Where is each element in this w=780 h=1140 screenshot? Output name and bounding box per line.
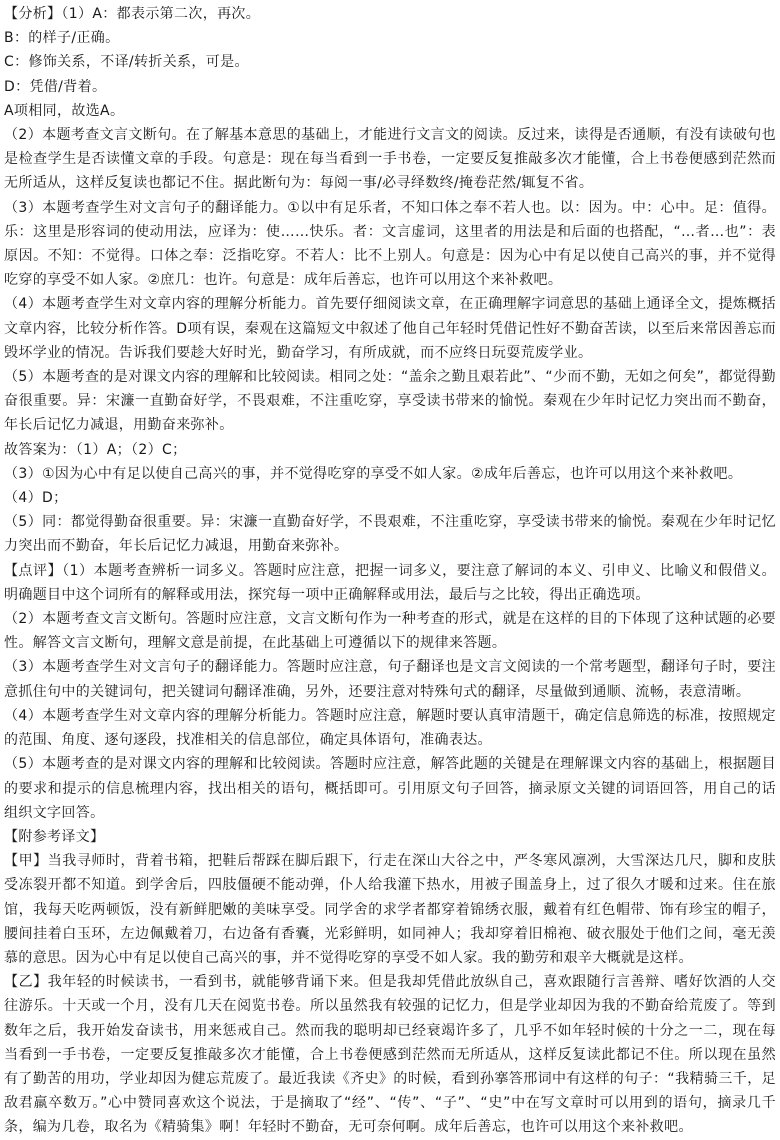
answer-summary: 故答案为：（1）A；（2）C； [4,441,187,458]
translation-jia: 【甲】当我寻师时，背着书箱，把鞋后帮踩在脚后跟下，行走在深山大谷之中，严冬寒风凛冽，大雪深达几尺，脚和皮肤受冻裂开都不知道。到学舍后，四肢僵硬不能动弹，仆人给我灌下热水，用被子围盖身上，过了很久才暖和过来。住在旅馆，我每天吃两顿饭，没有新鲜肥嫩的美味享受。同学舍的求学者都穿着锦绣衣服，戴着有红色帽带、饰有珍宝的帽子，腰间挂着白玉环，左边佩戴着刀，右边备有香囊，光彩鲜明，如同神人；我却穿着旧棉袍、破衣服处于他们之间，毫无羡慕的意思。因为心中有足以使自己高兴的事，并不觉得吃穿的享受不如人家。我的勤劳和艰辛大概就是这样。 [4,853,776,966]
analysis-option-c: C：修饰关系，不译/转折关系，可是。 [4,54,249,71]
analysis-option-b: B：的样子/正确。 [4,30,120,47]
analysis-q3: （3）本题考查学生对文言句子的翻译能力。①以中有足乐者，不知口体之奉不若人也。以：因为。中：心中。足：值得。乐：这里是形容词的使动用法，应译为：使……快乐。者：文言虚词，这里者的用法是和后面的也搭配，“…者…也”：表原因。不知：不觉得。口体之奉：泛指吃穿。不若人：比不上别人。句意是：因为心中有足以使自己高兴的事，并不觉得吃穿的享受不如人家。②庶几：也许。句意是：成年后善忘，也许可以用这个来补救吧。 [4,199,776,289]
analysis-option-d: D：凭借/背着。 [4,78,107,95]
analysis-answer-q1: 【分析】（1）A：都表示第二次，再次。 [4,6,261,22]
comment-q4: （4）本题考查学生对文章内容的理解分析能力。答题时应注意，解题时要认真审清题干，确定信息筛选的标准，按照规定的范围、角度、逐句逐段，找准相关的信息部位，确定具体语句，准确表达。 [4,707,776,749]
comment-q2: （2）本题考查文言文断句。答题时应注意，文言文断句作为一种考查的形式，就是在这样的目的下体现了这种试题的必要性。解答文言文断句，理解文意是前提，在此基础上可遵循以下的规律来答题。 [4,611,776,652]
analysis-conclusion-q1: A项相同，故选A。 [4,102,125,119]
answer-q4: （4）D； [4,490,68,507]
answer-q3: （3）①因为心中有足以使自己高兴的事，并不觉得吃穿的享受不如人家。②成年后善忘，也许可以用这个来补救吧。 [4,465,743,482]
analysis-q5: （5）本题考查的是对课文内容的理解和比较阅读。相同之处：“盖余之勤且艰若此”、“少而不勤，无如之何矣”，都觉得勤奋很重要。异：宋濂一直勤奋好学，不畏艰难，不注重吃穿，享受读书带来的愉悦。秦观在少年时记忆力突出而不勤奋，年长后记忆力减退，用勤奋来弥补。 [4,369,776,434]
comment-q1: 【点评】（1）本题考查辨析一词多义。答题时应注意，把握一词多义，要注意了解词的本义、引申义、比喻义和假借义。明确题目中这个词所有的解释或用法，探究每一项中正确解释或用法，最后与之比较，得出正确选项。 [4,562,776,603]
analysis-q4: （4）本题考查学生对文章内容的理解分析能力。首先要仔细阅读文章，在正确理解字词意思的基础上通译全文，提炼概括文章内容，比较分析作答。D项有误，秦观在这篇短文中叙述了他自己年轻时凭借记性好不勤奋苦读，以至后来常因善忘而毁坏学业的情况。告诉我们要趁大好时光，勤奋学习，有所成就，而不应终日玩耍荒废学业。 [4,296,776,361]
translation-heading: 【附参考译文】 [4,828,105,845]
comment-q5: （5）本题考查的是对课文内容的理解和比较阅读。答题时应注意，解答此题的关键是在理解课文内容的基础上，根据题目的要求和提示的信息梳理内容，找出相关的语句，概括即可。引用原文句子回答，摘录原文关键的词语回答，用自己的话组织文字回答。 [4,756,776,821]
comment-q3: （3）本题考查学生对文言句子的翻译能力。答题时应注意，句子翻译也是文言文阅读的一个常考题型，翻译句子时，要注意抓住句中的关键词句，把关键词句翻译准确，另外，还要注意对特殊句式的翻译，尽量做到通顺、流畅，表意清晰。 [4,659,776,700]
analysis-q2: （2）本题考查文言文断句。在了解基本意思的基础上，才能进行文言文的阅读。反过来，读得是否通顺，有没有读破句也是检查学生是否读懂文章的手段。句意是：现在每当看到一手书卷，一定要反复推敲多次才能懂，合上书卷便感到茫然而无所适从，这样反复读也都记不住。据此断句为：每阅一事/必寻绎数终/掩卷茫然/辄复不省。 [4,127,776,192]
answer-q5: （5）同：都觉得勤奋很重要。异：宋濂一直勤奋好学，不畏艰难，不注重吃穿，享受读书带来的愉悦。秦观在少年时记忆力突出而不勤奋，年长后记忆力减退，用勤奋来弥补。 [4,514,776,555]
translation-yi: 【乙】我年轻的时候读书，一看到书，就能够背诵下来。但是我却凭借此放纵自己，喜欢跟随行言善辩、嗜好饮酒的人交往游乐。十天或一个月，没有几天在阅览书卷。所以虽然我有较强的记忆力，但是学业却因为我的不勤奋给荒废了。等到数年之后，我开始发奋读书，用来惩戒自己。然而我的聪明却已经衰竭许多了，几乎不如年轻时候的十分之一二，现在每当看到一手书卷，一定要反复推敲多次才能懂，合上书卷便感到茫然而无所适从，这样反复读此都记不住。所以现在虽然有了勤苦的用功，学业却因为健忘荒废了。最近我读《齐史》的时候，看到孙搴答邢词中有这样的句子：“我精骑三千，足敌君羸卒数万。”心中赞同喜欢这个说法，于是摘取了“经”、“传”、“子”、“史”中在写文章时可以用到的语句，摘录几千条，编为几卷，取名为《精骑集》啊！年轻时不勤奋，无可奈何啊。成年后善忘，也许可以用这个来补救吧。 [4,974,776,1136]
